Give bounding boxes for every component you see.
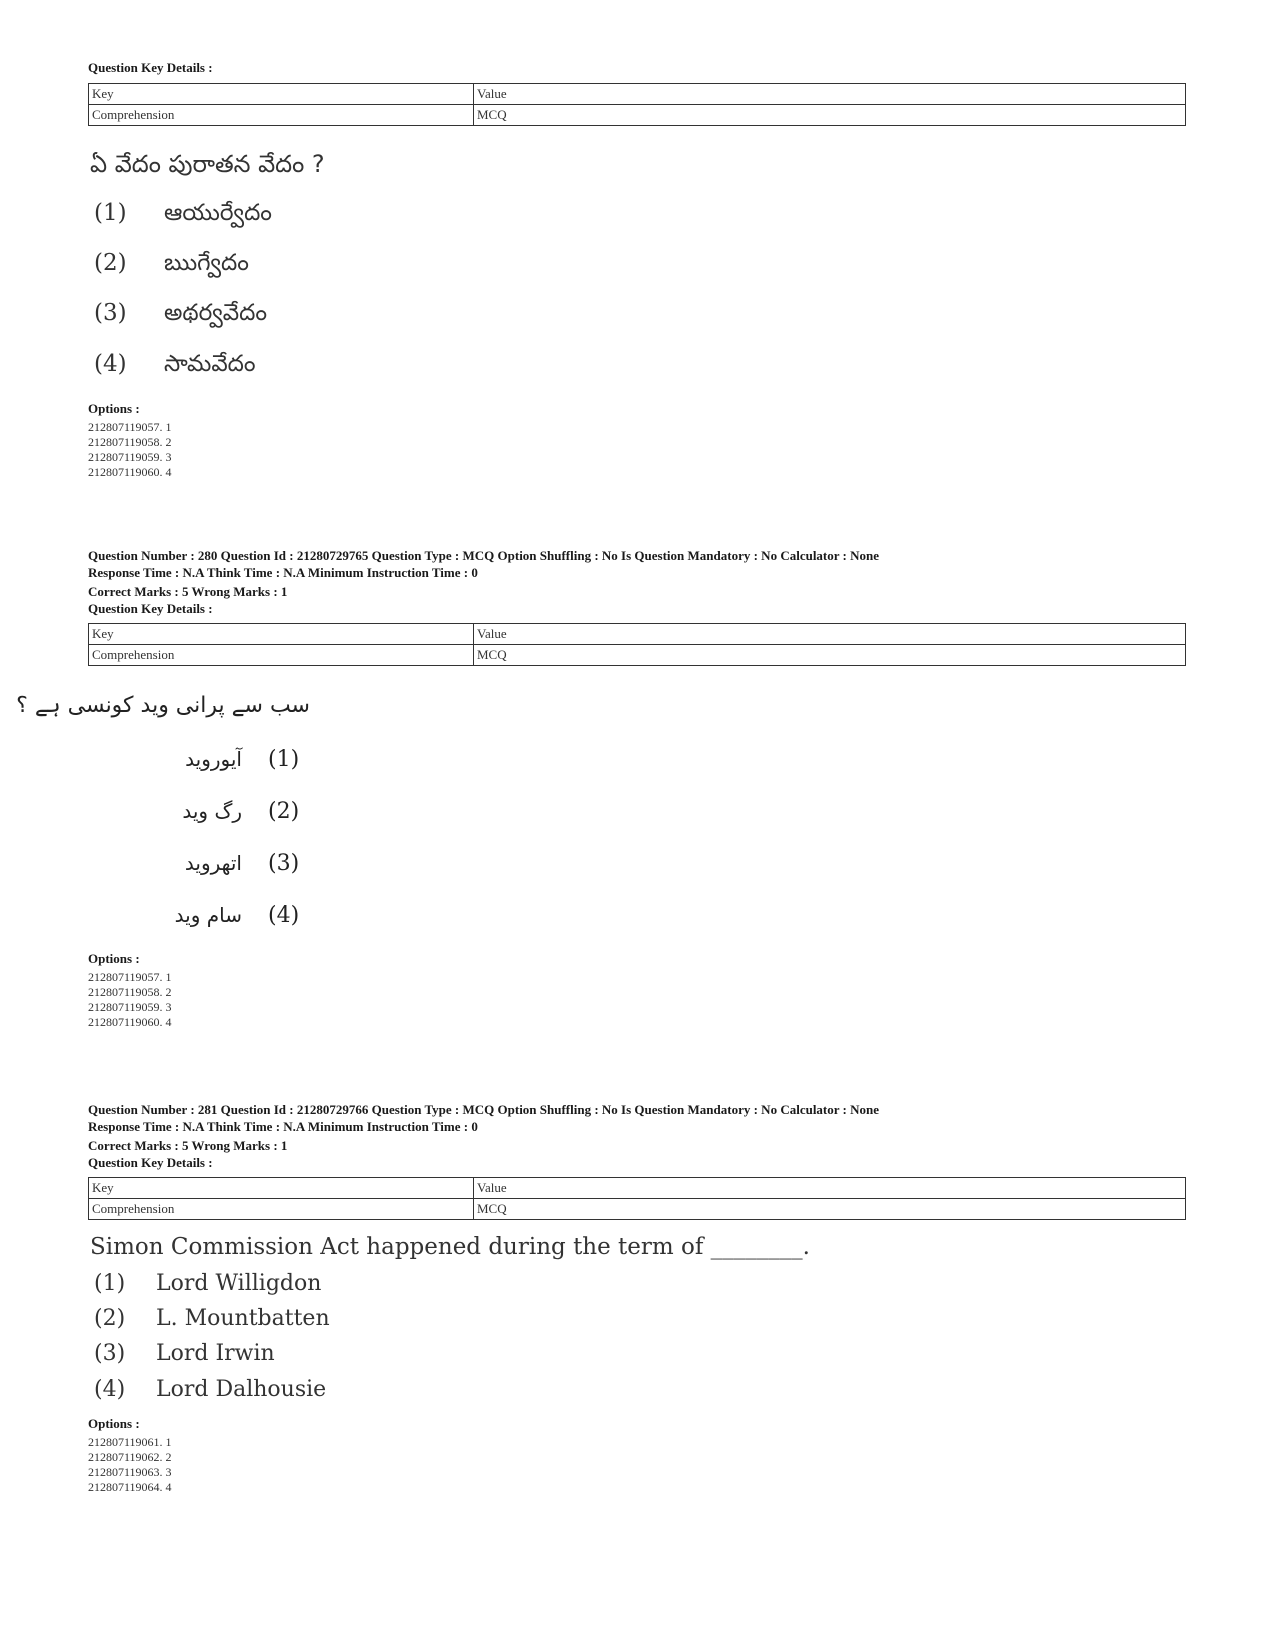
answer-text: సామవేదం [164, 351, 256, 377]
answer-text: అథర్వవేదం [164, 300, 268, 326]
answer-number: (4) [94, 351, 127, 377]
question-text: سب سے پرانی وید کونسی ہے ؟ [16, 693, 310, 718]
table-cell-key: Comprehension [89, 645, 474, 666]
options-label: Options : [88, 951, 140, 966]
key-details-table [88, 83, 1186, 126]
answer-option [94, 300, 267, 332]
answer-option [170, 903, 299, 928]
table-header-row [89, 1178, 1186, 1199]
answer-text: ఆయుర్వేదం [164, 200, 272, 226]
answer-number: (1) [94, 200, 127, 226]
answer-text: Lord Irwin [156, 1341, 275, 1366]
answer-option [94, 351, 256, 383]
option-id: 212807119059. 3 [88, 1000, 172, 1014]
answer-number: (1) [94, 1271, 126, 1296]
answer-option [94, 1271, 321, 1296]
answer-option [94, 200, 272, 232]
options-list [88, 1435, 172, 1495]
question-meta-line2: Response Time : N.A Think Time : N.A Minimum Instruction Time : 0 [88, 565, 478, 580]
table-cell-key: Comprehension [89, 1199, 474, 1220]
question-meta-line1: Question Number : 281 Question Id : 21280729766 Question Type : MCQ Option Shuffling : No Is Question Mandatory : No Calculator : None [88, 1102, 880, 1117]
option-id: 212807119060. 4 [88, 1015, 172, 1029]
question-key-details-label: Question Key Details : [88, 601, 213, 616]
option-id: 212807119062. 2 [88, 1450, 172, 1464]
table-cell-value: MCQ [474, 1199, 1186, 1220]
answer-number: (2) [94, 250, 127, 276]
answer-text: Lord Dalhousie [156, 1377, 327, 1402]
question-meta-line2: Response Time : N.A Think Time : N.A Minimum Instruction Time : 0 [88, 1119, 478, 1134]
answer-text: ఋగ్వేదం [164, 250, 249, 276]
table-header-value: Value [474, 1178, 1186, 1199]
options-label: Options : [88, 401, 140, 416]
table-header-key: Key [89, 1178, 474, 1199]
question-text: ఏ వేదం పురాతన వేదం ? [90, 150, 325, 178]
option-id: 212807119060. 4 [88, 465, 172, 479]
table-cell-value: MCQ [474, 645, 1186, 666]
marks-line: Correct Marks : 5 Wrong Marks : 1 [88, 1138, 288, 1153]
table-header-row [89, 624, 1186, 645]
question-text: Simon Commission Act happened during the term of ________. [90, 1234, 810, 1260]
answer-number: (4) [94, 1377, 126, 1402]
question-meta [88, 547, 879, 617]
answer-option [94, 1377, 326, 1402]
answer-number: (3) [94, 300, 127, 326]
question-key-details-label: Question Key Details : [88, 1155, 213, 1170]
answer-option [170, 799, 299, 824]
table-row [89, 105, 1186, 126]
options-label: Options : [88, 1416, 140, 1431]
option-id: 212807119058. 2 [88, 985, 172, 999]
key-details-table [88, 1177, 1186, 1220]
marks-line: Correct Marks : 5 Wrong Marks : 1 [88, 584, 288, 599]
answer-text: اتھروید [184, 851, 242, 875]
table-header-key: Key [89, 84, 474, 105]
answer-number: (3) [94, 1341, 126, 1366]
table-cell-key: Comprehension [89, 105, 474, 126]
key-details-table [88, 623, 1186, 666]
answer-number: (2) [94, 1306, 126, 1331]
table-row [89, 645, 1186, 666]
option-id: 212807119061. 1 [88, 1435, 172, 1449]
answer-number: (3) [268, 851, 300, 876]
answer-text: L. Mountbatten [156, 1306, 330, 1331]
answer-number: (2) [268, 799, 300, 824]
table-header-value: Value [474, 624, 1186, 645]
table-header-value: Value [474, 84, 1186, 105]
question-meta [88, 1101, 879, 1171]
option-id: 212807119058. 2 [88, 435, 172, 449]
table-header-key: Key [89, 624, 474, 645]
option-id: 212807119057. 1 [88, 420, 172, 434]
question-key-details-label: Question Key Details : [88, 60, 213, 75]
answer-option [94, 1306, 330, 1331]
option-id: 212807119063. 3 [88, 1465, 172, 1479]
answer-text: رگ وید [182, 799, 242, 823]
answer-option [170, 851, 299, 876]
question-meta-line1: Question Number : 280 Question Id : 21280729765 Question Type : MCQ Option Shuffling : No Is Question Mandatory : No Calculator : None [88, 548, 880, 563]
answer-text: آیوروید [185, 747, 242, 771]
answer-number: (4) [268, 903, 300, 928]
answer-number: (1) [268, 747, 300, 772]
answer-text: Lord Willigdon [156, 1271, 322, 1296]
answer-option [170, 747, 299, 772]
table-cell-value: MCQ [474, 105, 1186, 126]
answer-option [94, 1341, 275, 1366]
table-row [89, 1199, 1186, 1220]
option-id: 212807119064. 4 [88, 1480, 172, 1494]
option-id: 212807119059. 3 [88, 450, 172, 464]
options-list [88, 970, 172, 1030]
option-id: 212807119057. 1 [88, 970, 172, 984]
table-header-row [89, 84, 1186, 105]
options-list [88, 420, 172, 480]
answer-text: سام وید [174, 903, 242, 927]
answer-option [94, 250, 249, 282]
